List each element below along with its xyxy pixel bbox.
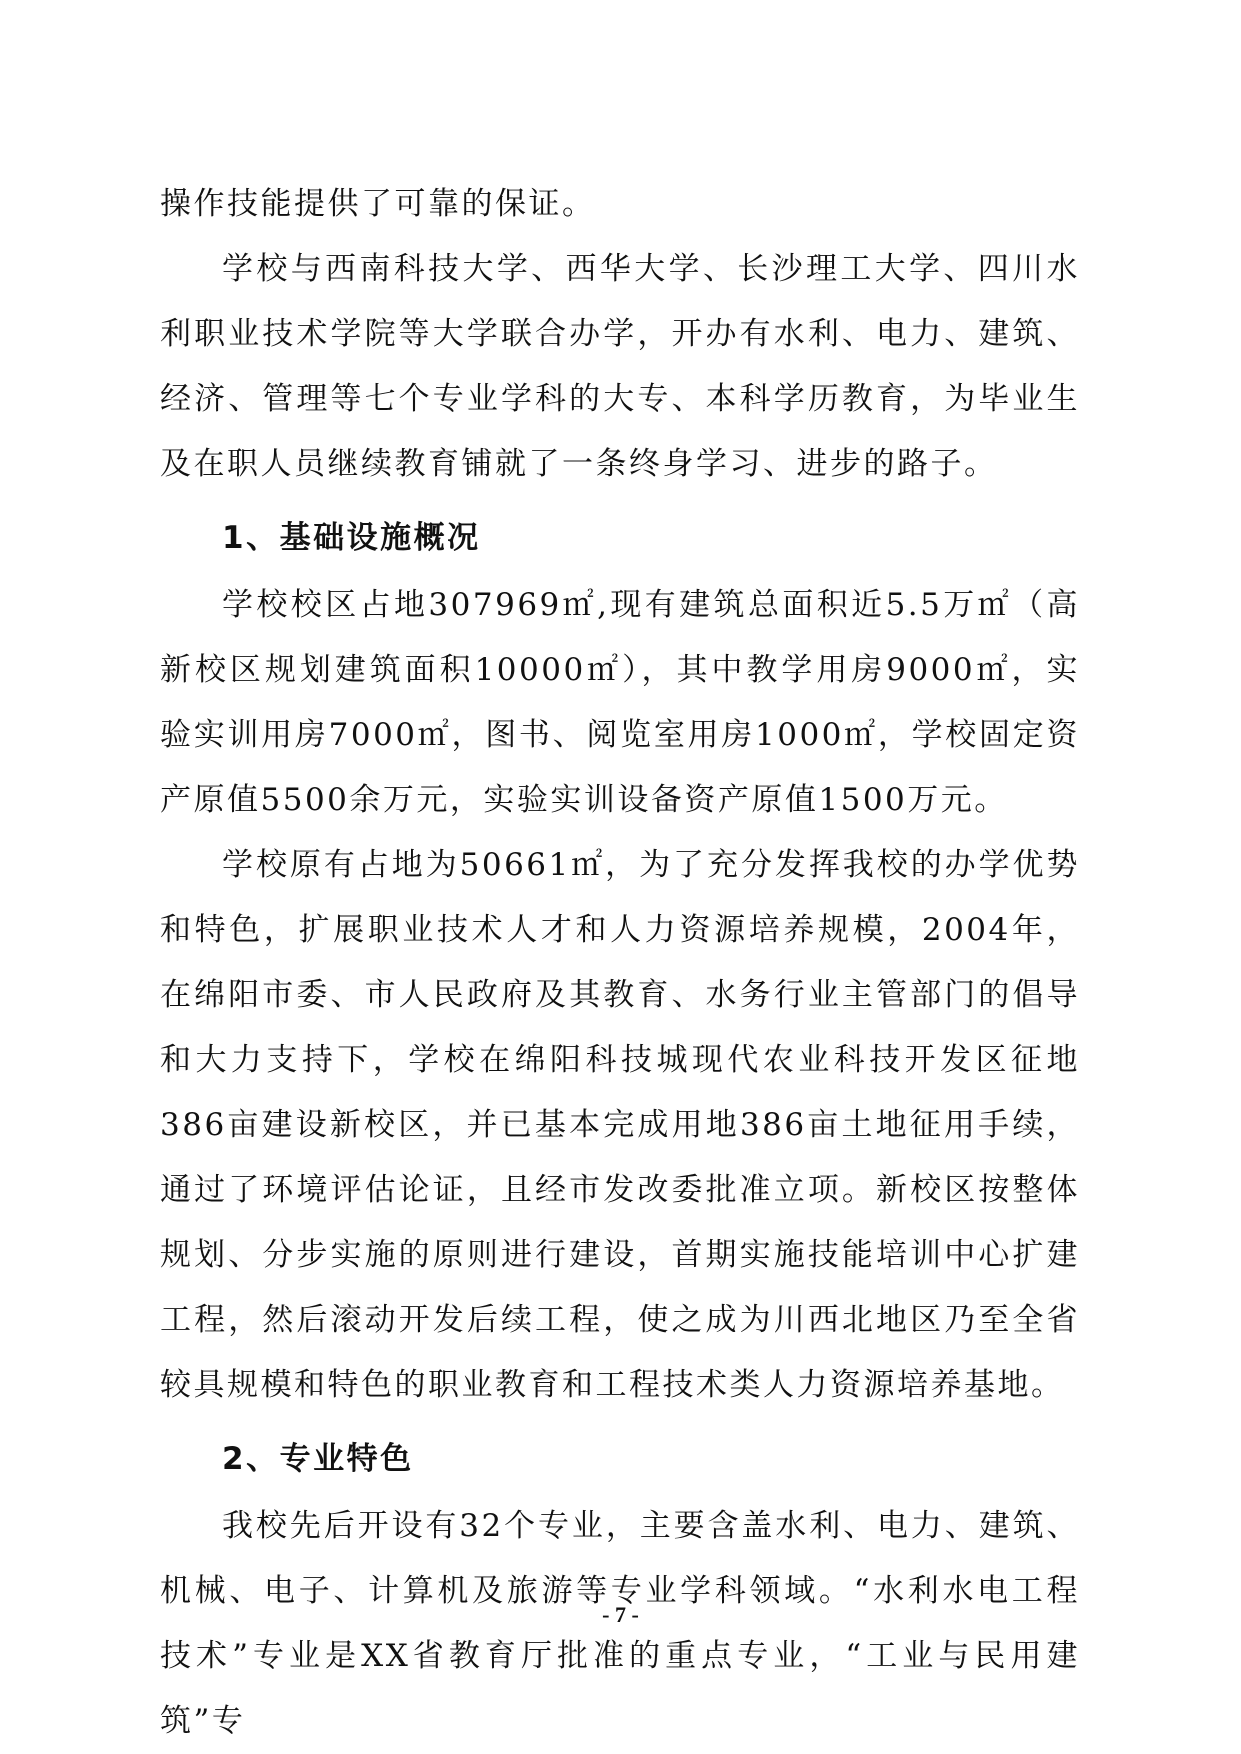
body-text <box>160 172 1080 1754</box>
page-number: - 7 - <box>602 1602 639 1627</box>
section-2-paragraph-1: 我校先后开设有32个专业，主要含盖水利、电力、建筑、机械、电子、计算机及旅游等专业学科领域。“水利水电工程技术”专业是XX省教育厅批准的重点专业，“工业与民用建筑”专 <box>160 1508 1080 1739</box>
section-1-heading: 1、基础设施概况 <box>222 520 481 556</box>
paragraph-continuation: 操作技能提供了可靠的保证。 <box>160 186 596 222</box>
section-1-paragraph-2: 学校原有占地为50661㎡，为了充分发挥我校的办学优势和特色，扩展职业技术人才和人力资源培养规模，2004年，在绵阳市委、市人民政府及其教育、水务行业主管部门的倡导和大力支持下，学校在绵阳科技城现代农业科技开发区征地386亩建设新校区，并已基本完成用地386亩土地征用手续，通过了环境评估论证，且经市发改委批准立项。新校区按整体规划、分步实施的原则进行建设，首期实施技能培训中心扩建工程，然后滚动开发后续工程，使之成为川西北地区乃至全省较具规模和特色的职业教育和工程技术类人力资源培养基地。 <box>160 847 1080 1403</box>
paragraph-partners: 学校与西南科技大学、西华大学、长沙理工大学、四川水利职业技术学院等大学联合办学，开办有水利、电力、建筑、经济、管理等七个专业学科的大专、本科学历教育，为毕业生及在职人员继续教育铺就了一条终身学习、进步的路子。 <box>160 251 1080 482</box>
section-1-paragraph-1: 学校校区占地307969㎡,现有建筑总面积近5.5万㎡（高新校区规划建筑面积10000㎡），其中教学用房9000㎡，实验实训用房7000㎡，图书、阅览室用房1000㎡，学校固定资产原值5500余万元，实验实训设备资产原值1500万元。 <box>160 587 1080 818</box>
section-2-heading: 2、专业特色 <box>222 1441 414 1477</box>
